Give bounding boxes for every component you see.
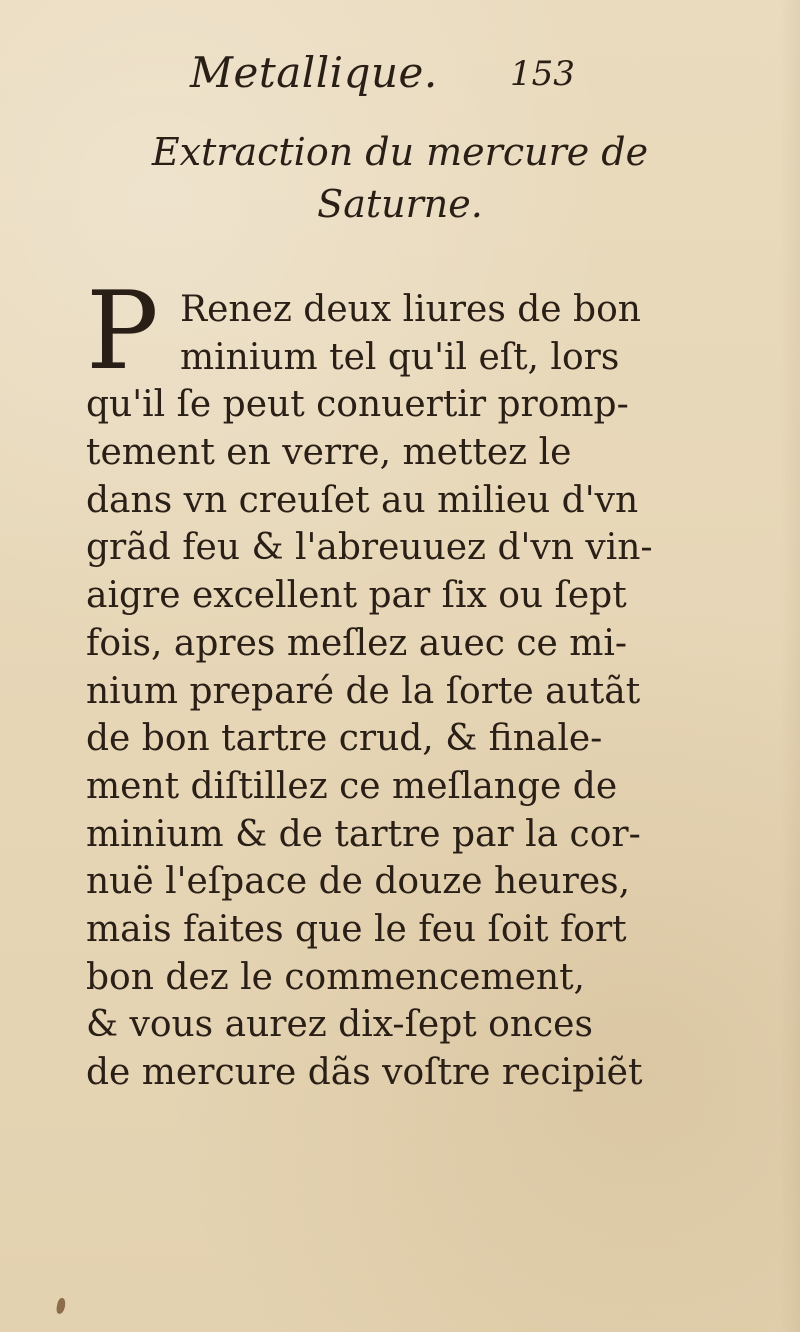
body-line: minium & de tartre par la cor- <box>86 813 641 855</box>
body-line: minium tel qu'il eſt, lors <box>180 336 620 378</box>
drop-cap: P <box>86 269 159 394</box>
ink-smudge <box>55 1297 66 1314</box>
body-line: ment diſtillez ce meſlange de <box>86 765 618 807</box>
body-line: dans vn creuſet au milieu d'vn <box>86 479 639 521</box>
body-line: tement en verre, mettez le <box>86 432 572 474</box>
body-line: fois, apres meſlez auec ce mi- <box>86 622 628 664</box>
body-text <box>86 269 653 1097</box>
section-title-line-2: Saturne. <box>317 182 483 226</box>
body-line: nium preparé de la ſorte autãt <box>86 670 641 712</box>
body-line: de mercure dãs voſtre recipiẽt <box>86 1052 643 1093</box>
body-line: grãd feu & l'abreuuez d'vn vin- <box>86 527 653 569</box>
body-line: aigre excellent par ſix ou ſept <box>86 575 627 617</box>
body-line: nuë l'eſpace de douze heures, <box>86 861 631 903</box>
page-header <box>0 48 800 108</box>
body-line: & vous aurez dix-ſept onces <box>86 1004 593 1046</box>
section-title <box>0 128 800 228</box>
page-number: 153 <box>510 54 575 94</box>
body-line: bon dez le commencement, <box>86 956 585 998</box>
section-title-line-1: Extraction du mercure de <box>151 130 649 174</box>
body-line: de bon tartre crud, & finale- <box>86 718 603 760</box>
body-line: Renez deux liures de bon <box>180 289 641 330</box>
body-line: mais faites que le feu ſoit fort <box>86 908 627 950</box>
running-head: Metallique. <box>190 48 438 97</box>
body-line: qu'il ſe peut conuertir promp- <box>86 384 629 426</box>
